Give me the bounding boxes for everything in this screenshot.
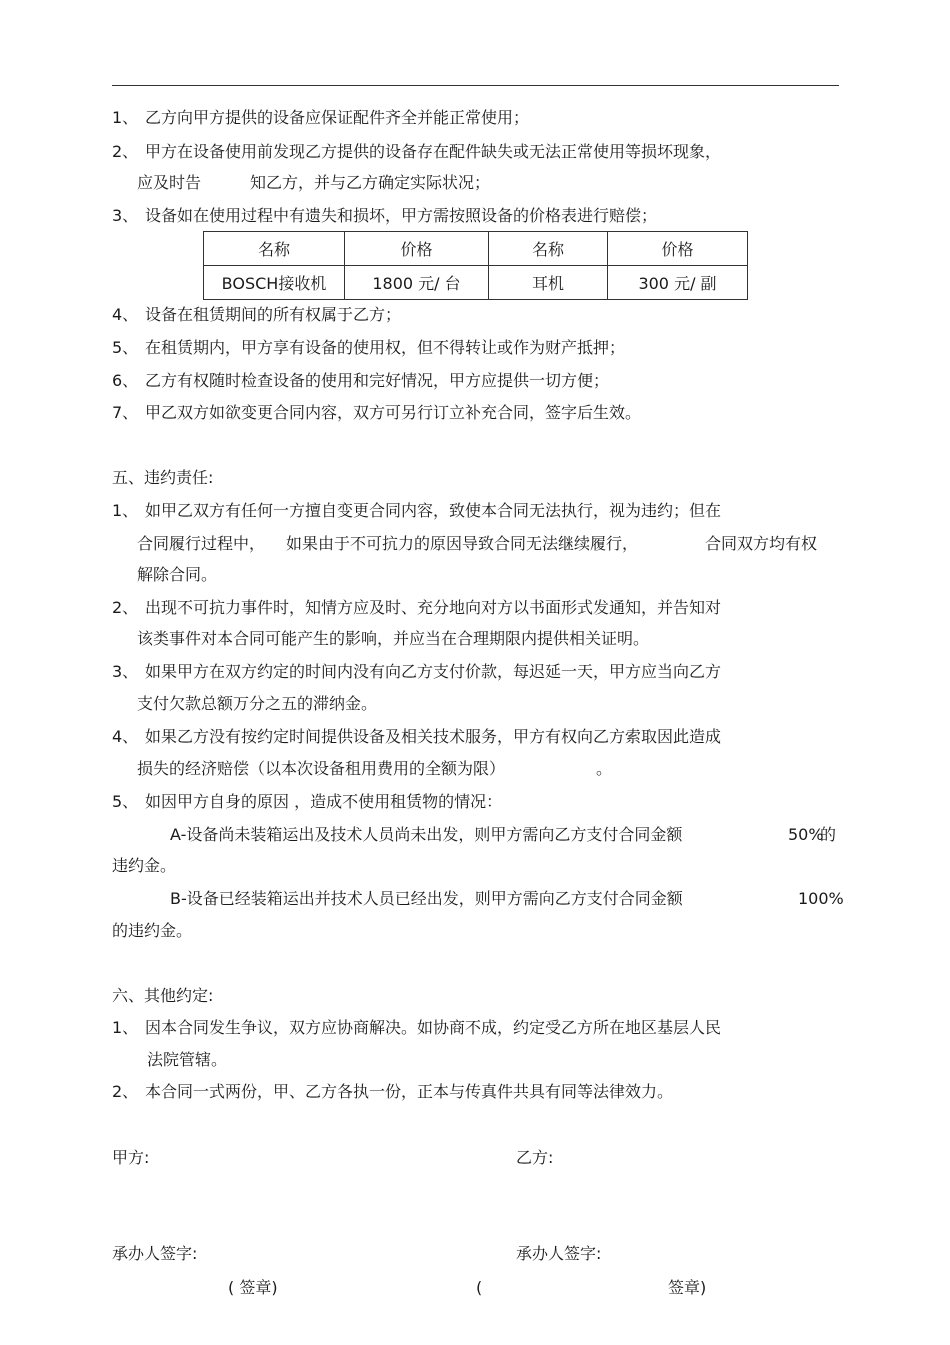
- clause-text: 乙方向甲方提供的设备应保证配件齐全并能正常使用；: [145, 108, 530, 127]
- clause-number: 2、: [112, 1082, 139, 1101]
- seal-b-open: (: [476, 1278, 483, 1297]
- option-a-line2: 违约金。: [112, 856, 177, 875]
- clause-number: 2、: [112, 142, 139, 161]
- option-b-line2: 的违约金。: [112, 921, 193, 940]
- clause-number: 6、: [112, 371, 139, 390]
- section-heading: 六、其他约定:: [112, 986, 214, 1005]
- clause-text: 本合同一式两份，甲、乙方各执一份，正本与传真件共具有同等法律效力。: [145, 1082, 674, 1101]
- agent-b-label: 承办人签字:: [516, 1244, 602, 1263]
- clause-text: 甲乙双方如欲变更合同内容，双方可另行订立补充合同，签字后生效。: [145, 403, 642, 422]
- price-table: [203, 231, 748, 300]
- table-header-cell: 名称: [489, 232, 608, 266]
- clause-text: 解除合同。: [137, 565, 218, 584]
- agent-a-label: 承办人签字:: [112, 1244, 198, 1263]
- clause-number: 1、: [112, 108, 139, 127]
- option-a-percent: 50%: [788, 825, 824, 844]
- clause-text: 甲方在设备使用前发现乙方提供的设备存在配件缺失或无法正常使用等损坏现象，: [145, 142, 722, 161]
- clause-number: 1、: [112, 1018, 139, 1037]
- clause-number: 3、: [112, 206, 139, 225]
- clause-text: 法院管辖。: [147, 1050, 228, 1069]
- clause-text: 因本合同发生争议，双方应协商解决。如协商不成，约定受乙方所在地区基层人民: [145, 1018, 722, 1037]
- table-cell: 1800 元/ 台: [345, 266, 489, 300]
- clause-number: 5、: [112, 792, 139, 811]
- seal-a-label: ( 签章): [228, 1278, 278, 1297]
- table-cell: BOSCH接收机: [204, 266, 345, 300]
- clause-number: 4、: [112, 305, 139, 324]
- seal-b-label: 签章): [668, 1278, 707, 1297]
- option-b-text: B-设备已经装箱运出并技术人员已经出发，则甲方需向乙方支付合同金额: [170, 889, 683, 908]
- section-heading: 五、违约责任:: [112, 468, 214, 487]
- clause-text: 合同双方均有权: [705, 534, 818, 553]
- clause-text: 设备如在使用过程中有遗失和损坏，甲方需按照设备的价格表进行赔偿；: [145, 206, 658, 225]
- option-a-tail: 的: [820, 825, 837, 844]
- clause-text: 如甲乙双方有任何一方擅自变更合同内容，致使本合同无法执行，视为违约；但在: [145, 501, 722, 520]
- clause-text: 该类事件对本合同可能产生的影响，并应当在合理期限内提供相关证明。: [137, 629, 650, 648]
- header-rule: [112, 85, 839, 86]
- clause-number: 3、: [112, 662, 139, 681]
- clause-number: 2、: [112, 598, 139, 617]
- clause-text: 出现不可抗力事件时，知情方应及时、充分地向对方以书面形式发通知，并告知对: [145, 598, 722, 617]
- clause-text: 设备在租赁期间的所有权属于乙方；: [145, 305, 402, 324]
- clause-number: 1、: [112, 501, 139, 520]
- party-b-label: 乙方:: [516, 1148, 554, 1167]
- clause-text: 知乙方，并与乙方确定实际状况；: [250, 173, 491, 192]
- option-a-text: A-设备尚未装箱运出及技术人员尚未出发，则甲方需向乙方支付合同金额: [170, 825, 683, 844]
- clause-text: 支付欠款总额万分之五的滞纳金。: [137, 694, 378, 713]
- clause-number: 7、: [112, 403, 139, 422]
- option-b-percent: 100%: [798, 889, 844, 908]
- table-header-cell: 名称: [204, 232, 345, 266]
- table-row: [204, 266, 748, 300]
- clause-text: 如果甲方在双方约定的时间内没有向乙方支付价款，每迟延一天，甲方应当向乙方: [145, 662, 722, 681]
- clause-text: 。: [596, 759, 613, 778]
- table-header-cell: 价格: [345, 232, 489, 266]
- clause-text: 乙方有权随时检查设备的使用和完好情况，甲方应提供一切方便；: [145, 371, 610, 390]
- clause-text: 如因甲方自身的原因 ，造成不使用租赁物的情况：: [145, 792, 503, 811]
- table-header-cell: 价格: [608, 232, 748, 266]
- clause-text: 如果乙方没有按约定时间提供设备及相关技术服务，甲方有权向乙方索取因此造成: [145, 727, 722, 746]
- clause-text: 合同履行过程中，: [137, 534, 266, 553]
- clause-number: 4、: [112, 727, 139, 746]
- clause-text: 损失的经济赔偿（以本次设备租用费用的全额为限）: [137, 759, 506, 778]
- party-a-label: 甲方:: [112, 1148, 150, 1167]
- table-cell: 耳机: [489, 266, 608, 300]
- clause-text: 应及时告: [137, 173, 202, 192]
- clause-number: 5、: [112, 338, 139, 357]
- table-header-row: [204, 232, 748, 266]
- table-cell: 300 元/ 副: [608, 266, 748, 300]
- clause-text: 如果由于不可抗力的原因导致合同无法继续履行，: [286, 534, 639, 553]
- clause-text: 在租赁期内，甲方享有设备的使用权，但不得转让或作为财产抵押；: [145, 338, 626, 357]
